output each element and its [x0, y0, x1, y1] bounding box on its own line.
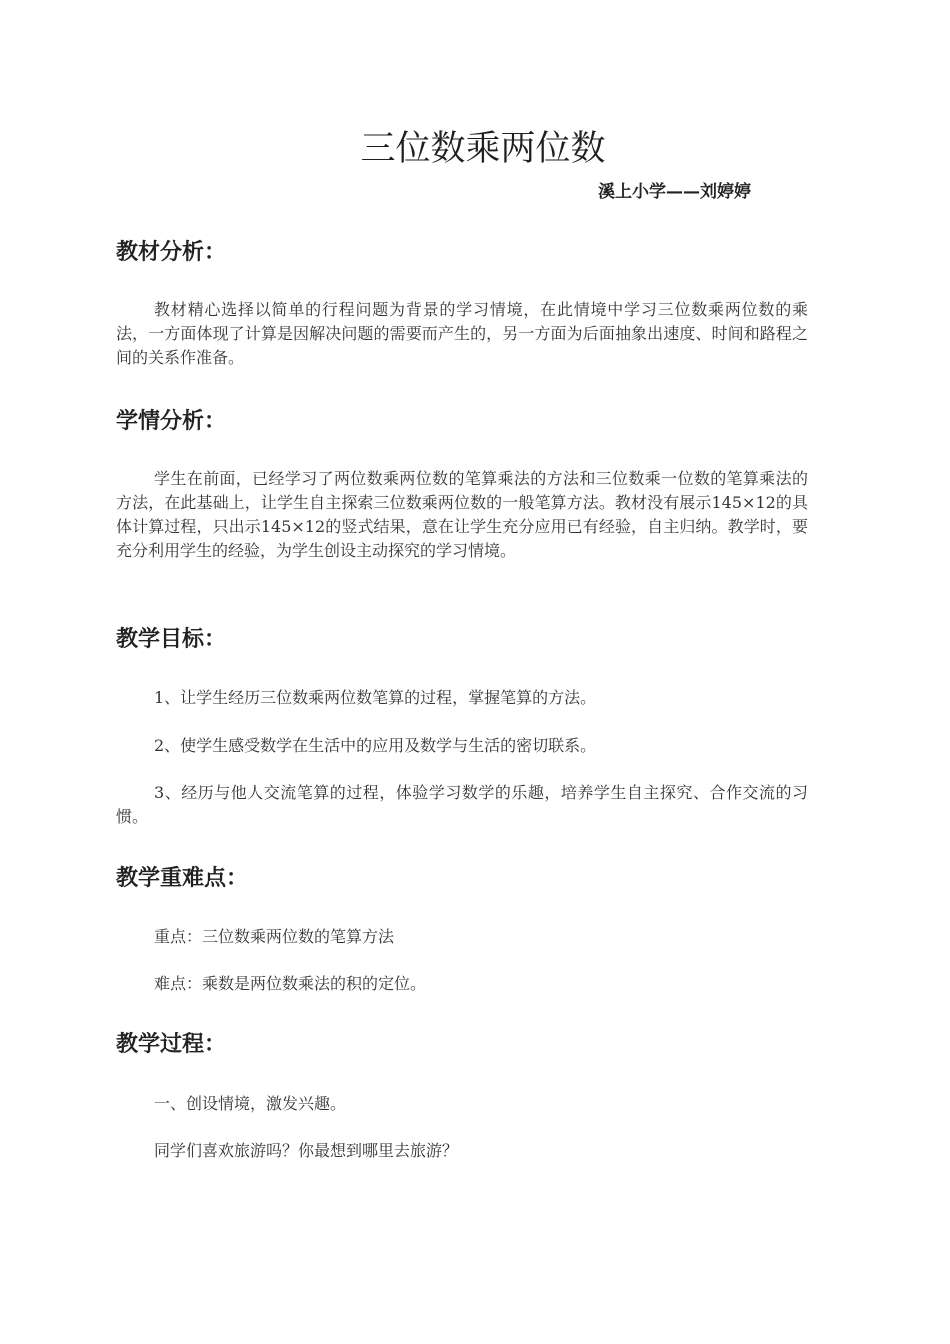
- paragraph-student-analysis: 学生在前面，已经学习了两位数乘两位数的笔算乘法的方法和三位数乘一位数的笔算乘法的方法，在此基础上，让学生自主探索三位数乘两位数的一般笔算方法。教材没有展示145×12的具体计算过程，只出示145×12的竖式结果，意在让学生充分应用已有经验，自主归纳。教学时，要充分利用学生的经验，为学生创设主动探究的学习情境。: [116, 469, 808, 560]
- paragraph-material-analysis: 教材精心选择以简单的行程问题为背景的学习情境，在此情境中学习三位数乘两位数的乘法，一方面体现了计算是因解决问题的需要而产生的，另一方面为后面抽象出速度、时间和路程之间的关系作准备。: [116, 300, 808, 367]
- process-step-1: 一、创设情境，激发兴趣。: [154, 1094, 347, 1113]
- goal-item-2: 2、使学生感受数学在生活中的应用及数学与生活的密切联系。: [154, 736, 597, 755]
- heading-key-difficult-points: 教学重难点：: [116, 866, 249, 891]
- heading-teaching-goals: 教学目标：: [116, 627, 227, 652]
- document-author: 溪上小学——刘婷婷: [598, 182, 751, 202]
- goal-item-1: 1、让学生经历三位数乘两位数笔算的过程，掌握笔算的方法。: [154, 688, 597, 707]
- heading-teaching-process: 教学过程：: [116, 1032, 227, 1057]
- document-title: 三位数乘两位数: [360, 129, 606, 169]
- process-question: 同学们喜欢旅游吗？你最想到哪里去旅游？: [154, 1141, 459, 1160]
- heading-material-analysis: 教材分析：: [116, 240, 227, 265]
- goal-item-3: 3、经历与他人交流笔算的过程，体验学习数学的乐趣，培养学生自主探究、合作交流的习惯。: [116, 783, 808, 826]
- heading-student-analysis: 学情分析：: [116, 409, 227, 434]
- key-point: 重点：三位数乘两位数的笔算方法: [154, 927, 395, 946]
- difficult-point: 难点：乘数是两位数乘法的积的定位。: [154, 974, 427, 993]
